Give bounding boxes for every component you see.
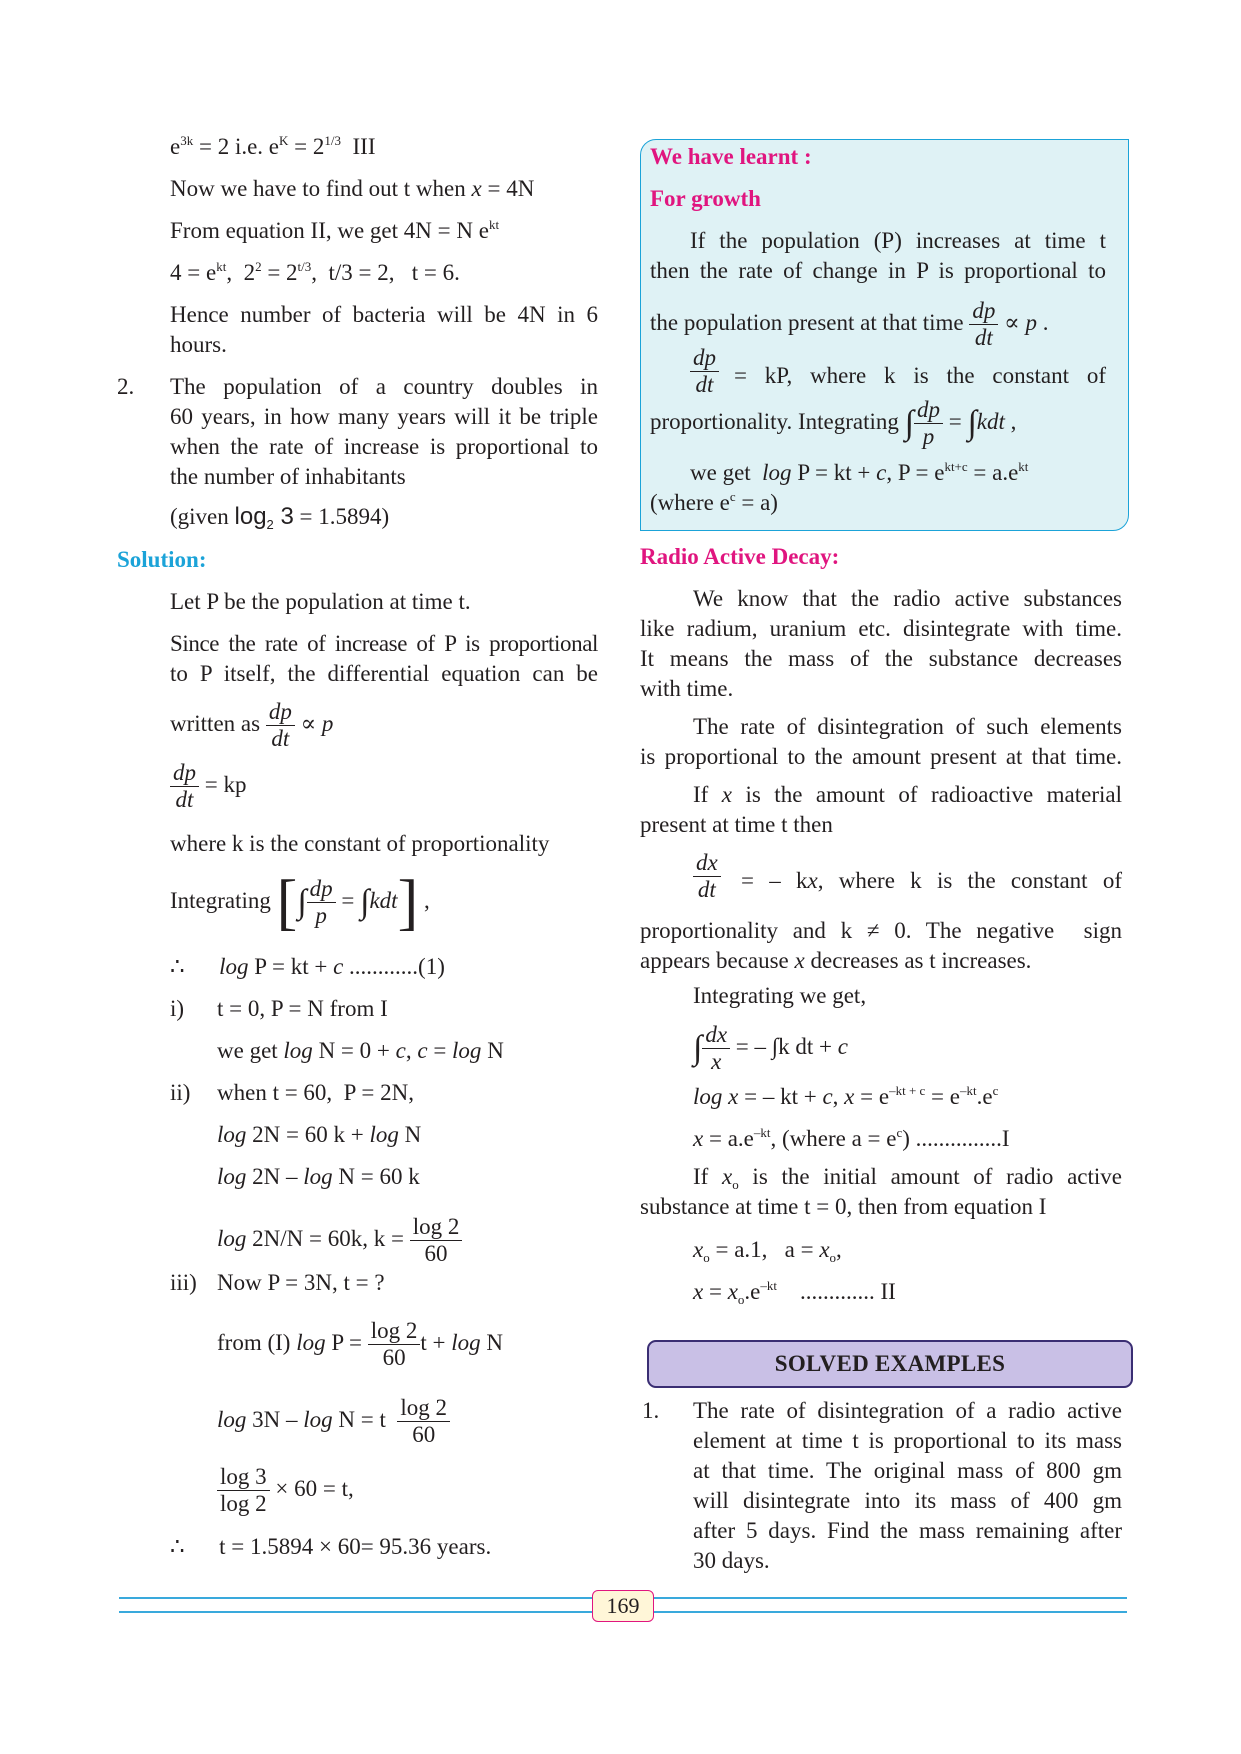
equation-line: we get log N = 0 + c, c = log N bbox=[217, 1038, 504, 1063]
eq-iii-line: $e^{3k} = 2$ i.e. $e^K = 2^{1/3}$ III bbox=[170, 133, 376, 159]
text-line: Integrating we get, bbox=[693, 983, 867, 1008]
text-line: where k is the constant of proportionality bbox=[170, 831, 550, 856]
text-line: Since the rate of increase of P is proportional bbox=[170, 631, 598, 656]
text-line: Now we have to find out t when x = 4N bbox=[170, 176, 535, 201]
text-line: present at time t then bbox=[640, 812, 833, 837]
equation-line: $4 = e^{kt}$, $2^2 = 2^{t/3}$, t/3 = 2, t = 6. bbox=[170, 259, 460, 285]
solution-heading: Solution: bbox=[117, 547, 207, 572]
equation-line: ∫ $\frac{dx}{x}$ = – ∫k dt + c bbox=[693, 1022, 848, 1074]
text-line: If x is the amount of radioactive material bbox=[693, 782, 1122, 807]
text-line: It means the mass of the substance decreases bbox=[640, 646, 1122, 671]
text-line: Let P be the population at time t. bbox=[170, 589, 471, 614]
example-text: element at time t is proportional to its mass bbox=[693, 1428, 1122, 1453]
text-line: From equation II, we get 4N = N $e^{kt}$ bbox=[170, 217, 500, 243]
equation-line: $\frac{dp}{dt}$ = kP, where k is the constant of bbox=[690, 345, 1106, 398]
text-line: to P itself, the differential equation can be bbox=[170, 661, 598, 686]
equation-line: from (I) log P = $\frac{\log 2}{60}$ t + log N bbox=[217, 1318, 504, 1370]
example-text: will disintegrate into its mass of 400 gm bbox=[693, 1488, 1122, 1513]
text-line: proportionality and k ≠ 0. The negative sign bbox=[640, 918, 1122, 943]
equation-line: $\frac{\log 3}{\log 2}$ × 60 = t, bbox=[217, 1464, 354, 1517]
question-text: 60 years, in how many years will it be triple bbox=[170, 404, 598, 429]
example-text: at that time. The original mass of 800 gm bbox=[693, 1458, 1122, 1483]
text-line: If the population (P) increases at time t bbox=[690, 228, 1106, 253]
equation-line: log 2N – log N = 60 k bbox=[217, 1164, 420, 1189]
equation-line: the population present at that time $\frac{dp}{dt}$ ∝ p . bbox=[650, 298, 1049, 350]
text-line: t = 0, P = N from I bbox=[217, 996, 388, 1021]
equation-line: $x = a.e^{-kt}$, (where $a = e^c$) ...............I bbox=[693, 1125, 1010, 1151]
question-text: the number of inhabitants bbox=[170, 464, 406, 489]
question-text: The population of a country doubles in bbox=[170, 374, 598, 399]
case-label: i) bbox=[170, 996, 185, 1021]
equation-line: we get log P = kt + c, $P = e^{kt+c} = a.e^{kt}$ bbox=[690, 459, 1029, 485]
example-number: 1. bbox=[642, 1398, 660, 1423]
learnt-title: We have learnt : bbox=[650, 144, 812, 169]
example-text: 30 days. bbox=[693, 1548, 770, 1573]
text-line: We know that the radio active substances bbox=[693, 586, 1122, 611]
equation-line: written as $\frac{dp}{dt}$ ∝ p bbox=[170, 699, 334, 751]
text-line: Hence number of bacteria will be 4N in 6 bbox=[170, 302, 598, 327]
given-line: (given $\log_2 3 = 1.5894$) bbox=[170, 503, 390, 532]
equation-line: proportionality. Integrating ∫ $\frac{dp}{p}$ = ∫kdt , bbox=[650, 397, 1017, 449]
solved-examples-banner: SOLVED EXAMPLES bbox=[647, 1340, 1133, 1388]
equation-line: $\frac{dp}{dt}$ = kp bbox=[170, 760, 246, 813]
text-line: then the rate of change in P is proportional to bbox=[650, 258, 1106, 283]
equation-line: log x = – kt + c, $x = e^{-kt + c} = e^{-kt}.e^c$ bbox=[693, 1083, 999, 1109]
result-line: ∴ t = 1.5894 × 60= 95.36 years. bbox=[170, 1534, 492, 1559]
example-text: The rate of disintegration of a radio active bbox=[693, 1398, 1122, 1423]
equation-line: log 2N = 60 k + log N bbox=[217, 1122, 422, 1147]
question-number: 2. bbox=[117, 374, 135, 399]
text-line: hours. bbox=[170, 332, 227, 357]
case-label: ii) bbox=[170, 1080, 191, 1105]
growth-heading: For growth bbox=[650, 186, 761, 211]
question-text: when the rate of increase is proportional to bbox=[170, 434, 598, 459]
page-number: 169 bbox=[592, 1590, 654, 1622]
equation-line: ∴ log P = kt + c ............(1) bbox=[170, 954, 445, 979]
case-label: iii) bbox=[170, 1270, 197, 1295]
text-line: with time. bbox=[640, 676, 734, 701]
equation-line: $\frac{dx}{dt}$ = – kx, where k is the constant of bbox=[693, 850, 1122, 903]
text-line: (where $e^c = a$) bbox=[650, 489, 778, 515]
equation-line: $x_o = a.1$, $a = x_o$, bbox=[693, 1237, 842, 1265]
radio-active-decay-heading: Radio Active Decay: bbox=[640, 544, 840, 569]
text-line: Now P = 3N, t = ? bbox=[217, 1270, 385, 1295]
equation-line: Integrating [∫ $\frac{dp}{p}$ = ∫kdt] , bbox=[170, 868, 430, 937]
equation-line: $x = x_o.e^{-kt}$ ............. II bbox=[693, 1278, 896, 1307]
text-line: appears because x decreases as t increases. bbox=[640, 948, 1032, 973]
text-line: The rate of disintegration of such elements bbox=[693, 714, 1122, 739]
text-line: like radium, uranium etc. disintegrate with time. bbox=[640, 616, 1122, 641]
example-text: after 5 days. Find the mass remaining after bbox=[693, 1518, 1122, 1543]
equation-line: log 2N/N = 60k, k = $\frac{\log 2}{60}$ bbox=[217, 1214, 462, 1267]
equation-line: log 3N – log N = t $\frac{\log 2}{60}$ bbox=[217, 1395, 450, 1448]
text-line: If $x_o$ is the initial amount of radio active bbox=[693, 1164, 1122, 1192]
text-line: substance at time t = 0, then from equation I bbox=[640, 1194, 1047, 1219]
text-line: when t = 60, P = 2N, bbox=[217, 1080, 414, 1105]
text-line: is proportional to the amount present at that time. bbox=[640, 744, 1122, 769]
